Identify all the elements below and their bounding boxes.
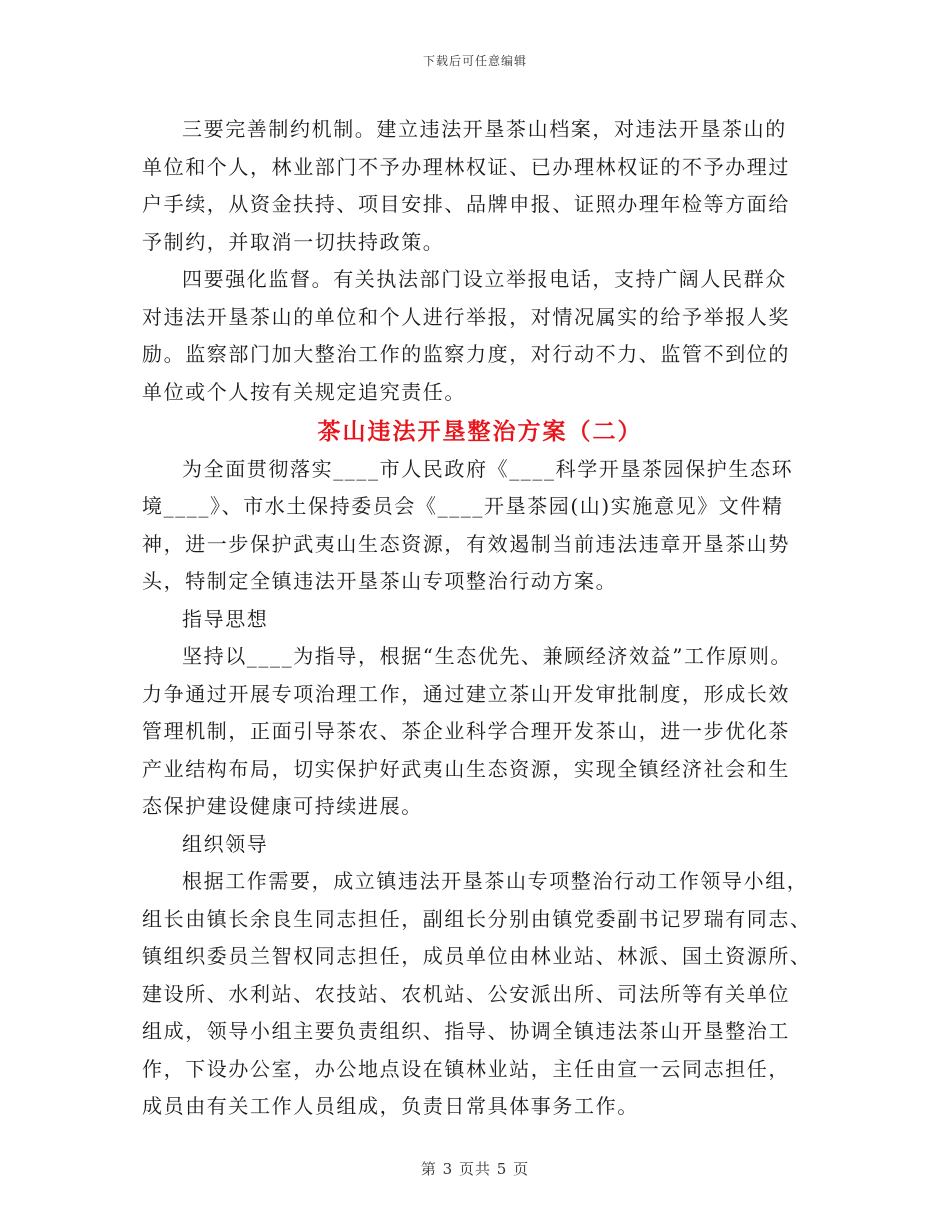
- text-line: 产业结构布局，切实保护好武夷山生态资源，实现全镇经济社会和生: [142, 756, 790, 781]
- document-body: [142, 111, 818, 1126]
- page-header-note: 下载后可任意编辑: [422, 54, 527, 68]
- text-line: 四要强化监督。有关执法部门设立举报电话，支持广阔人民群众: [182, 267, 787, 291]
- text-line: 境____》、市水土保持委员会《____开垦茶园(山)实施意见》文件精: [142, 494, 784, 518]
- text-line: 成员由有关工作人员组成，负责日常具体事务工作。: [142, 1094, 639, 1118]
- text-line: 户手续，从资金扶持、项目安排、品牌申报、证照办理年检等方面给: [142, 192, 790, 216]
- paragraph-supervision: [142, 261, 818, 411]
- text-line: 头，特制定全镇违法开垦茶山专项整治行动方案。: [142, 569, 618, 593]
- text-line: 励。监察部门加大整治工作的监察力度，对行动不力、监管不到位的: [142, 342, 790, 366]
- section-title: 茶山违法开垦整治方案（二）: [317, 418, 643, 445]
- text-line: 坚持以____为指导，根据“生态优先、兼顾经济效益”工作原则。: [182, 644, 793, 668]
- text-line: 单位或个人按有关规定追究责任。: [142, 379, 466, 404]
- text-line: 作，下设办公室，办公地点设在镇林业站，主任由宣一云同志担任，: [142, 1056, 790, 1081]
- paragraph-intro: [142, 451, 818, 601]
- text-line: 镇组织委员兰智权同志担任，成员单位由林业站、林派、国土资源所、: [142, 944, 812, 968]
- page-number: 第 3 页共 5 页: [420, 1160, 530, 1178]
- text-line: 建设所、水利站、农技站、农机站、公安派出所、司法所等有关单位: [142, 981, 790, 1006]
- text-line: 组长由镇长余良生同志担任，副组长分别由镇党委副书记罗瑞有同志、: [142, 906, 812, 931]
- paragraph-guiding-ideology: [142, 638, 818, 826]
- text-line: 为全面贯彻落实____市人民政府《____科学开垦茶园保护生态环: [182, 456, 794, 481]
- text-line: 神，进一步保护武夷山生态资源，有效遏制当前违法违章开垦茶山势: [142, 531, 790, 556]
- paragraph-organization-leadership: [142, 863, 818, 1126]
- text-line: 管理机制，正面引导茶农、茶企业科学合理开发茶山，进一步优化茶: [142, 719, 790, 743]
- text-line: 对违法开垦茶山的单位和个人进行举报，对情况属实的给予举报人奖: [142, 304, 790, 329]
- paragraph-constraint-mechanism: [142, 111, 818, 261]
- heading-organization-leadership: 组织领导: [182, 831, 269, 856]
- text-line: 力争通过开展专项治理工作，通过建立茶山开发审批制度，形成长效: [142, 681, 790, 706]
- text-line: 根据工作需要，成立镇违法开垦茶山专项整治行动工作领导小组，: [182, 869, 809, 893]
- text-line: 单位和个人，林业部门不予办理林权证、已办理林权证的不予办理过: [142, 154, 790, 179]
- text-line: 予制约，并取消一切扶持政策。: [142, 229, 445, 254]
- heading-guiding-ideology: 指导思想: [182, 606, 269, 631]
- text-line: 三要完善制约机制。建立违法开垦茶山档案，对违法开垦茶山的: [182, 117, 787, 141]
- text-line: 态保护建设健康可持续进展。: [142, 794, 423, 818]
- text-line: 组成，领导小组主要负责组织、指导、协调全镇违法茶山开垦整治工: [142, 1019, 790, 1043]
